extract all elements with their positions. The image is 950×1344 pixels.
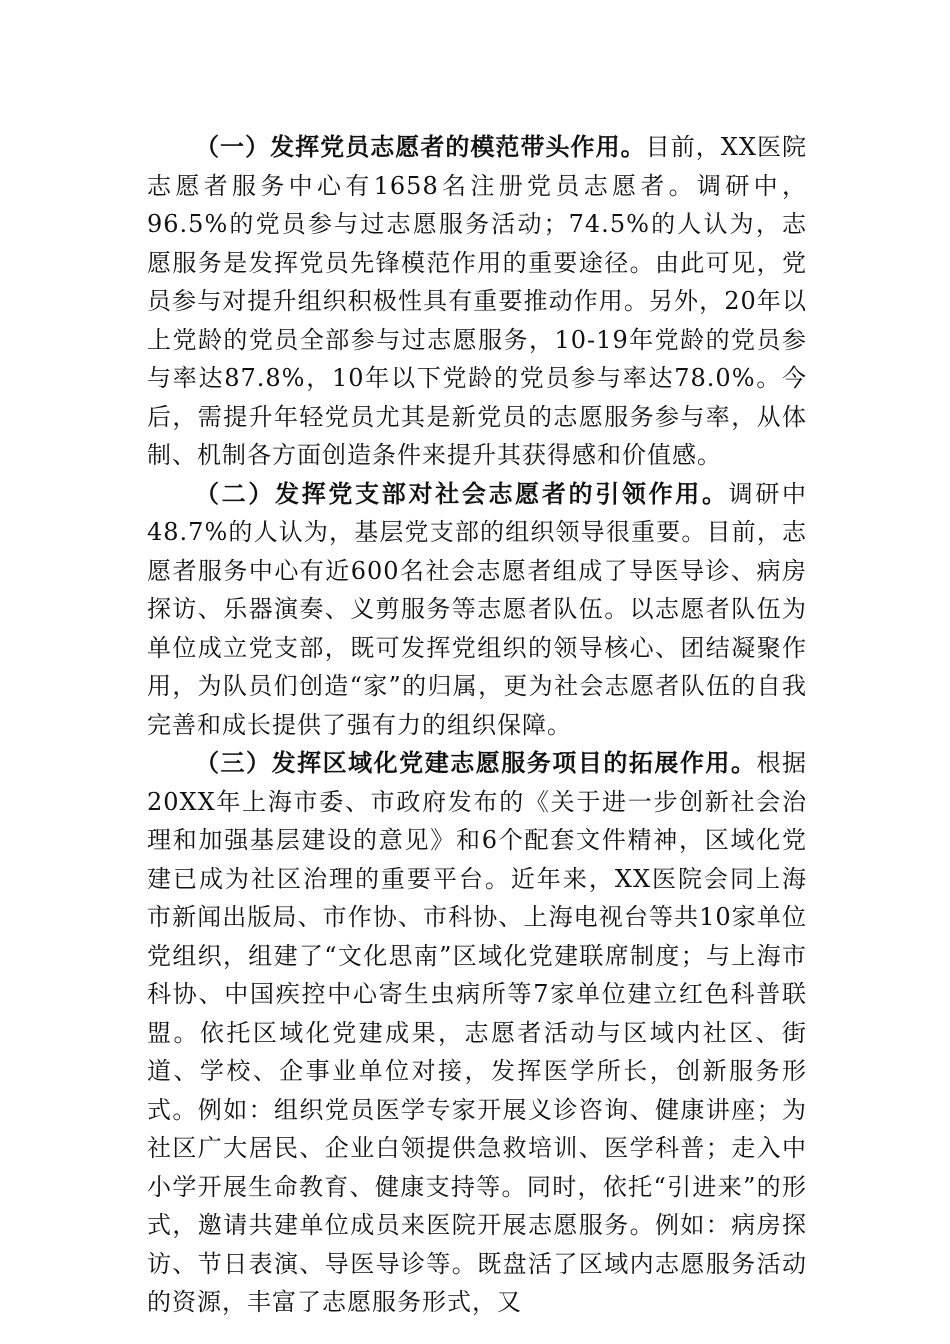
paragraph-2 [147,475,807,745]
paragraph-1-heading: （一）发挥党员志愿者的模范带头作用。 [195,132,646,161]
paragraph-2-heading: （二）发挥党支部对社会志愿者的引领作用。 [195,478,729,508]
paragraph-3-text: 根据20XX年上海市委、市政府发布的《关于进一步创新社会治理和加强基层建设的意见》和6个配套文件精神，区域化党建已成为社区治理的重要平台。近年来，XX医院会同上海市新闻出版局、市作协、市科协、上海电视台等共10家单位党组织，组建了“文化思南”区域化党建联席制度；与上海市科协、中国疾控中心寄生虫病所等7家单位建立红色科普联盟。依托区域化党建成果，志愿者活动与区域内社区、街道、学校、企事业单位对接，发挥医学所长，创新服务形式。例如：组织党员医学专家开展义诊咨询、健康讲座；为社区广大居民、企业白领提供急救培训、医学科普；走入中小学开展生命教育、健康支持等。同时，依托“引进来”的形式，邀请共建单位成员来医院开展志愿服务。例如：病房探访、节日表演、导医导诊等。既盘活了区域内志愿服务活动的资源，丰富了志愿服务形式，又 [147,749,808,1316]
paragraph-2-text: 调研中48.7%的人认为，基层党支部的组织领导很重要。目前，志愿者服务中心有近600名社会志愿者组成了导医导诊、病房探访、乐器演奏、义剪服务等志愿者队伍。以志愿者队伍为单位成立党支部，既可发挥党组织的领导核心、团结凝聚作用，为队员们创造“家”的归属，更为社会志愿者队伍的自我完善和成长提供了强有力的组织保障。 [147,479,808,739]
paragraph-3-heading: （三）发挥区域化党建志愿服务项目的拓展作用。 [195,748,757,777]
document-body [147,128,807,1322]
paragraph-1-text: 目前，XX医院志愿者服务中心有1658名注册党员志愿者。调研中，96.5%的党员参与过志愿服务活动；74.5%的人认为，志愿服务是发挥党员先锋模范作用的重要途径。由此可见，党员参与对提升组织积极性具有重要推动作用。另外，20年以上党龄的党员全部参与过志愿服务，10-19年党龄的党员参与率达87.8%，10年以下党龄的党员参与率达78.0%。今后，需提升年轻党员尤其是新党员的志愿服务参与率，从体制、机制各方面创造条件来提升其获得感和价值感。 [147,133,808,469]
paragraph-1 [147,128,807,475]
paragraph-3 [147,744,807,1322]
